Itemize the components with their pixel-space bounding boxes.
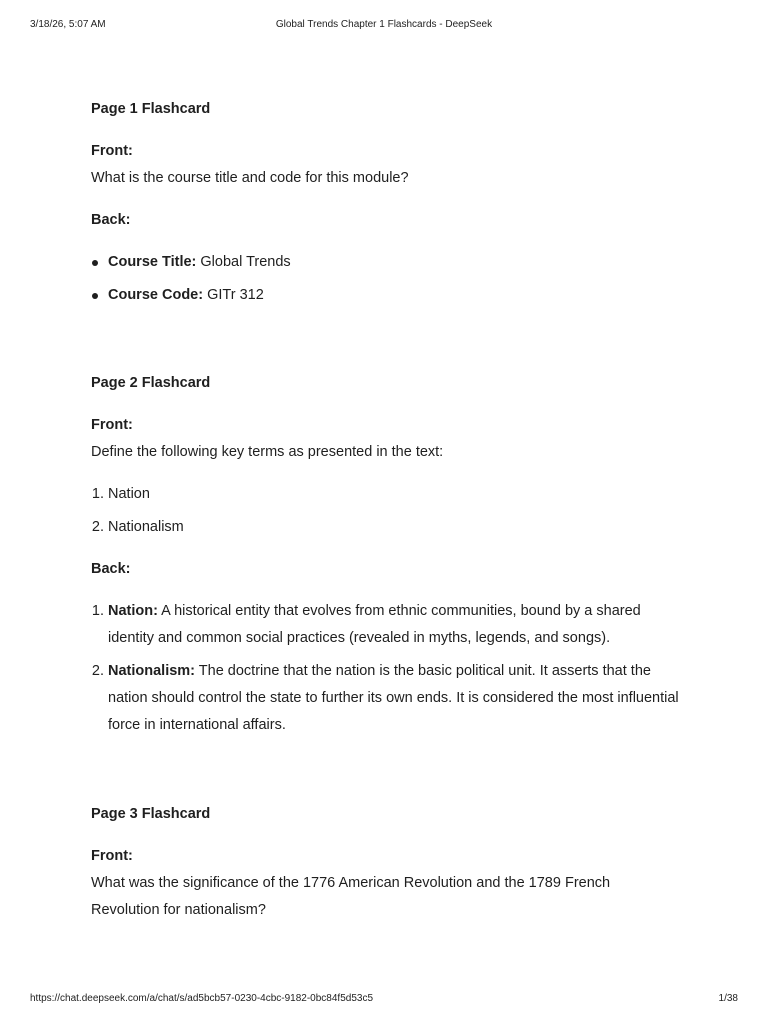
back-label: Back: <box>91 561 131 577</box>
list-item: 1. Nation: A historical entity that evolves from ethnic communities, bound by a shared identity and common social practices (revealed in myths, legends, and songs). <box>108 598 681 652</box>
front-label: Front: <box>91 143 133 159</box>
flashcard-1 <box>91 96 681 309</box>
list-item: 1. Nation <box>108 481 681 508</box>
list-item: 2. Nationalism <box>108 514 681 541</box>
back-list <box>91 249 681 309</box>
flashcard-document <box>91 96 681 924</box>
flashcard-3 <box>91 801 681 924</box>
front-label: Front: <box>91 417 133 433</box>
print-datetime: 3/18/26, 5:07 AM <box>30 19 106 30</box>
front-text: Define the following key terms as presented in the text: <box>91 444 444 460</box>
front-list <box>91 481 681 541</box>
flashcard-2 <box>91 370 681 739</box>
front-text: What is the course title and code for this module? <box>91 170 409 186</box>
back-list <box>91 598 681 739</box>
list-item: 2. Nationalism: The doctrine that the nation is the basic political unit. It asserts that the nation should control the state to further its own ends. It is considered the most influential force in international affairs. <box>108 658 681 739</box>
print-page-title: Global Trends Chapter 1 Flashcards - DeepSeek <box>275 19 493 30</box>
flashcard-heading: Page 1 Flashcard <box>91 101 211 117</box>
front-label: Front: <box>91 848 133 864</box>
back-label: Back: <box>91 212 131 228</box>
list-item: Course Code: GITr 312 <box>108 282 681 309</box>
print-page-number: 1/38 <box>718 993 738 1004</box>
flashcard-heading: Page 3 Flashcard <box>91 806 211 822</box>
front-text: What was the significance of the 1776 American Revolution and the 1789 French Revolution for nationalism? <box>91 875 611 918</box>
flashcard-heading: Page 2 Flashcard <box>91 375 211 391</box>
print-url: https://chat.deepseek.com/a/chat/s/ad5bcb57-0230-4cbc-9182-0bc84f5d53c5 <box>30 993 374 1004</box>
print-header <box>0 19 768 33</box>
list-item: Course Title: Global Trends <box>108 249 681 276</box>
